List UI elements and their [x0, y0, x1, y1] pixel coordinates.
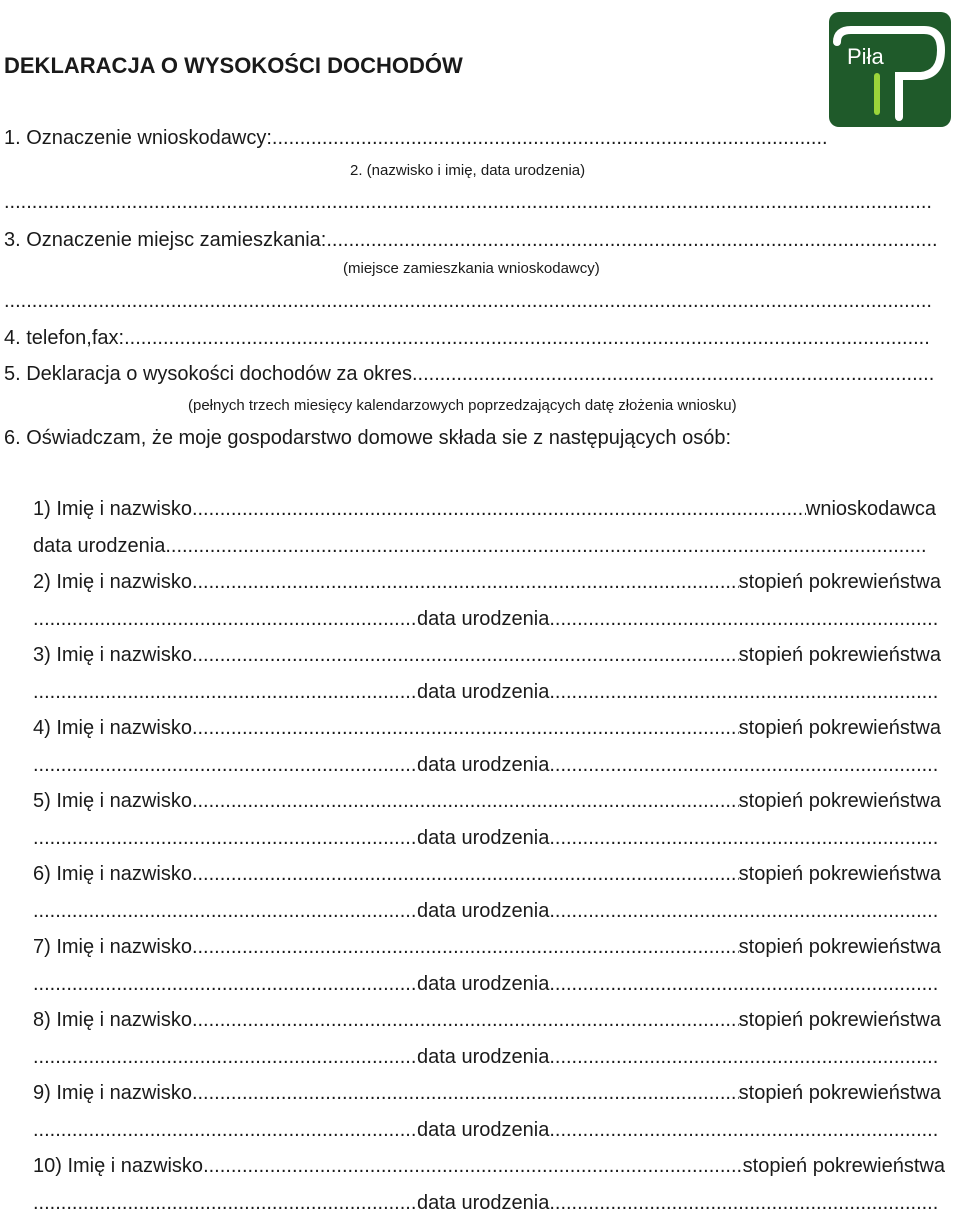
- member-8-dob-dots: [549, 1045, 937, 1069]
- member-8-name-field[interactable]: [33, 1008, 941, 1032]
- member-3-dob-label: data urodzenia: [417, 681, 550, 703]
- member-5-name-dots: [192, 789, 739, 813]
- member-2-label: 2) Imię i nazwisko: [33, 571, 192, 593]
- member-7-relation-dots: [33, 972, 417, 996]
- member-6-dob-label: data urodzenia: [417, 900, 550, 922]
- member-2-dob-dots: [549, 607, 937, 631]
- member-8-relation-label: stopień pokrewieństwa: [738, 1009, 941, 1031]
- member-3-dob-dots: [549, 680, 937, 704]
- member-10-name-field[interactable]: [33, 1154, 945, 1178]
- member-3-name-dots: [192, 643, 739, 667]
- member-3-relation-label: stopień pokrewieństwa: [738, 644, 941, 666]
- member-1-role: wnioskodawca: [805, 498, 936, 520]
- member-9-label: 9) Imię i nazwisko: [33, 1082, 192, 1104]
- member-10-dob-label: data urodzenia: [417, 1192, 550, 1214]
- member-4-name-field[interactable]: [33, 716, 941, 740]
- member-4-relation-label: stopień pokrewieństwa: [738, 717, 941, 739]
- member-2-dob-field[interactable]: [33, 607, 937, 631]
- member-4-dob-label: data urodzenia: [417, 754, 550, 776]
- member-2-relation-dots: [33, 607, 417, 631]
- member-5-dob-field[interactable]: [33, 826, 937, 850]
- member-6-relation-label: stopień pokrewieństwa: [738, 863, 941, 885]
- member-4-relation-dots: [33, 753, 417, 777]
- member-2-name-field[interactable]: [33, 570, 941, 594]
- member-4-dob-field[interactable]: [33, 753, 937, 777]
- member-5-relation-dots: [33, 826, 417, 850]
- member-3-label: 3) Imię i nazwisko: [33, 644, 192, 666]
- residence-continuation-field[interactable]: [4, 289, 932, 313]
- residence-label: 3. Oznaczenie miejsc zamieszkania:: [4, 229, 327, 251]
- member-6-dob-field[interactable]: [33, 899, 937, 923]
- household-statement: 6. Oświadczam, że moje gospodarstwo domowe składa sie z następujących osób:: [4, 427, 732, 449]
- member-7-dob-field[interactable]: [33, 972, 937, 996]
- applicant-dots: [272, 126, 828, 150]
- member-1-name-field[interactable]: [33, 497, 936, 521]
- member-5-dob-label: data urodzenia: [417, 827, 550, 849]
- member-8-relation-dots: [33, 1045, 417, 1069]
- applicant-label: 1. Oznaczenie wnioskodawcy:: [4, 127, 272, 149]
- member-2-name-dots: [192, 570, 739, 594]
- member-4-name-dots: [192, 716, 739, 740]
- applicant-continuation-dots: [4, 190, 932, 214]
- phone-field[interactable]: [4, 326, 928, 350]
- member-2-relation-label: stopień pokrewieństwa: [738, 571, 941, 593]
- member-3-dob-field[interactable]: [33, 680, 937, 704]
- applicant-hint: 2. (nazwisko i imię, data urodzenia): [350, 162, 586, 179]
- member-3-name-field[interactable]: [33, 643, 941, 667]
- member-9-dob-dots: [549, 1118, 937, 1142]
- member-10-dob-dots: [549, 1191, 937, 1215]
- logo-text: Piła: [847, 44, 884, 69]
- member-5-relation-label: stopień pokrewieństwa: [738, 790, 941, 812]
- period-field[interactable]: [4, 362, 936, 386]
- member-8-name-dots: [192, 1008, 739, 1032]
- member-7-relation-label: stopień pokrewieństwa: [738, 936, 941, 958]
- member-10-name-dots: [203, 1154, 743, 1178]
- member-10-relation-dots: [33, 1191, 417, 1215]
- pila-logo: [829, 12, 951, 127]
- period-label: 5. Deklaracja o wysokości dochodów za okres: [4, 363, 412, 385]
- member-8-label: 8) Imię i nazwisko: [33, 1009, 192, 1031]
- member-4-label: 4) Imię i nazwisko: [33, 717, 192, 739]
- member-1-label: 1) Imię i nazwisko: [33, 498, 192, 520]
- member-7-dob-label: data urodzenia: [417, 973, 550, 995]
- member-1-dob-dots: [165, 534, 927, 558]
- member-5-label: 5) Imię i nazwisko: [33, 790, 192, 812]
- member-7-label: 7) Imię i nazwisko: [33, 936, 192, 958]
- member-6-name-dots: [192, 862, 739, 886]
- member-1-dob-label: data urodzenia: [33, 535, 166, 557]
- member-1-dob-field[interactable]: [33, 534, 927, 558]
- member-8-dob-field[interactable]: [33, 1045, 937, 1069]
- member-6-dob-dots: [549, 899, 937, 923]
- phone-dots: [124, 326, 928, 350]
- member-3-relation-dots: [33, 680, 417, 704]
- member-8-dob-label: data urodzenia: [417, 1046, 550, 1068]
- member-6-name-field[interactable]: [33, 862, 941, 886]
- member-5-name-field[interactable]: [33, 789, 941, 813]
- member-7-name-dots: [192, 935, 739, 959]
- member-7-dob-dots: [549, 972, 937, 996]
- document-title: DEKLARACJA O WYSOKOŚCI DOCHODÓW: [4, 53, 463, 78]
- member-9-name-dots: [192, 1081, 739, 1105]
- member-10-label: 10) Imię i nazwisko: [33, 1155, 204, 1177]
- residence-dots: [326, 228, 936, 252]
- applicant-continuation-field[interactable]: [4, 190, 932, 214]
- member-1-name-dots: [192, 497, 806, 521]
- period-dots: [412, 362, 936, 386]
- member-7-name-field[interactable]: [33, 935, 941, 959]
- member-10-relation-label: stopień pokrewieństwa: [742, 1155, 945, 1177]
- residence-field[interactable]: [4, 228, 936, 252]
- member-10-dob-field[interactable]: [33, 1191, 937, 1215]
- applicant-field[interactable]: [4, 126, 828, 150]
- member-9-name-field[interactable]: [33, 1081, 941, 1105]
- phone-label: 4. telefon,fax:: [4, 327, 125, 349]
- pila-logo-graphic: [829, 12, 951, 127]
- member-6-relation-dots: [33, 899, 417, 923]
- member-9-relation-label: stopień pokrewieństwa: [738, 1082, 941, 1104]
- residence-continuation-dots: [4, 289, 932, 313]
- member-6-label: 6) Imię i nazwisko: [33, 863, 192, 885]
- period-hint: (pełnych trzech miesięcy kalendarzowych poprzedzających datę złożenia wniosku): [188, 397, 737, 414]
- member-9-dob-field[interactable]: [33, 1118, 937, 1142]
- member-2-dob-label: data urodzenia: [417, 608, 550, 630]
- residence-hint: (miejsce zamieszkania wnioskodawcy): [343, 260, 600, 277]
- member-4-dob-dots: [549, 753, 937, 777]
- member-5-dob-dots: [549, 826, 937, 850]
- member-9-relation-dots: [33, 1118, 417, 1142]
- member-9-dob-label: data urodzenia: [417, 1119, 550, 1141]
